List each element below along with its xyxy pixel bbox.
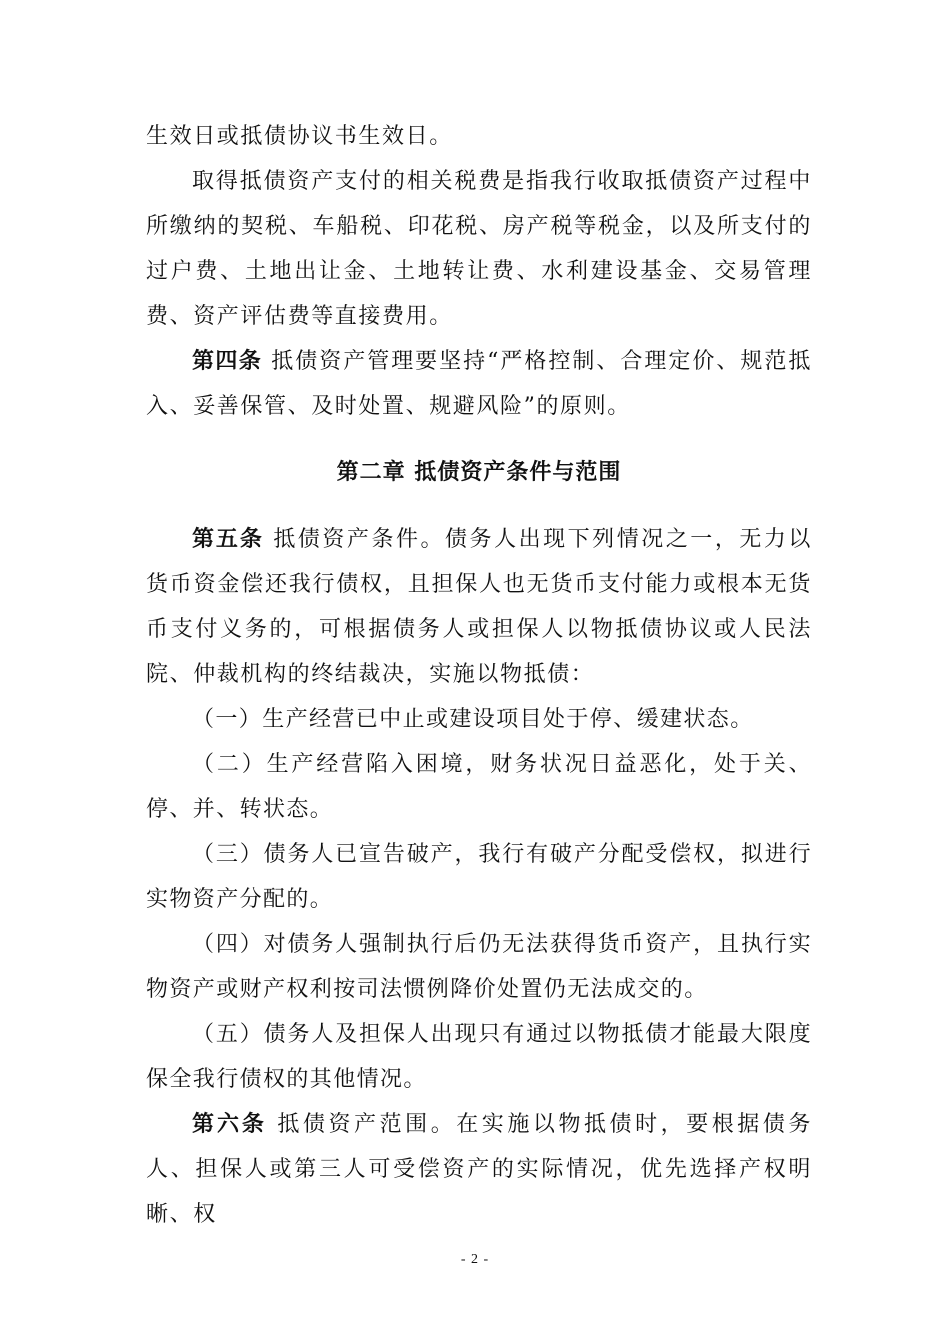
article-4 — [146, 339, 812, 429]
chapter-title: 第二章 抵债资产条件与范围 — [336, 460, 622, 485]
article-6-label: 第六条 — [192, 1112, 267, 1137]
list-item-3: （三）债务人已宣告破产，我行有破产分配受偿权，拟进行实物资产分配的。 — [146, 842, 812, 912]
list-item-4: （四）对债务人强制执行后仍无法获得货币资产，且执行实物资产或财产权利按司法惯例降价处置仍无法成交的。 — [146, 932, 812, 1002]
list-item-5: （五）债务人及担保人出现只有通过以物抵债才能最大限度保全我行债权的其他情况。 — [146, 1022, 812, 1092]
article-5 — [146, 517, 812, 697]
article-6 — [146, 1102, 812, 1237]
paragraph-continuation: 生效日或抵债协议书生效日。 — [146, 124, 453, 149]
article-5-label: 第五条 — [192, 527, 264, 552]
page-number: - 2 - — [460, 1252, 490, 1267]
paragraph-tax-definition: 取得抵债资产支付的相关税费是指我行收取抵债资产过程中所缴纳的契税、车船税、印花税、房产税等税金，以及所支付的过户费、土地出让金、土地转让费、水利建设基金、交易管理费、资产评估费等直接费用。 — [146, 169, 812, 329]
list-item-2: （二）生产经营陷入困境，财务状况日益恶化，处于关、停、并、转状态。 — [146, 752, 812, 822]
page-body — [146, 114, 812, 1237]
article-6-text: 抵债资产范围。在实施以物抵债时，要根据债务人、担保人或第三人可受偿资产的实际情况，优先选择产权明晰、权 — [146, 1112, 812, 1227]
article-5-text: 抵债资产条件。债务人出现下列情况之一，无力以货币资金偿还我行债权，且担保人也无货币支付能力或根本无货币支付义务的，可根据债务人或担保人以物抵债协议或人民法院、仲裁机构的终结裁决，实施以物抵债： — [146, 527, 813, 687]
article-4-label: 第四条 — [192, 349, 263, 374]
list-item-1: （一）生产经营已中止或建设项目处于停、缓建状态。 — [192, 707, 754, 732]
article-4-text: 抵债资产管理要坚持“严格控制、合理定价、规范抵入、妥善保管、及时处置、规避风险”的原则。 — [146, 349, 812, 419]
